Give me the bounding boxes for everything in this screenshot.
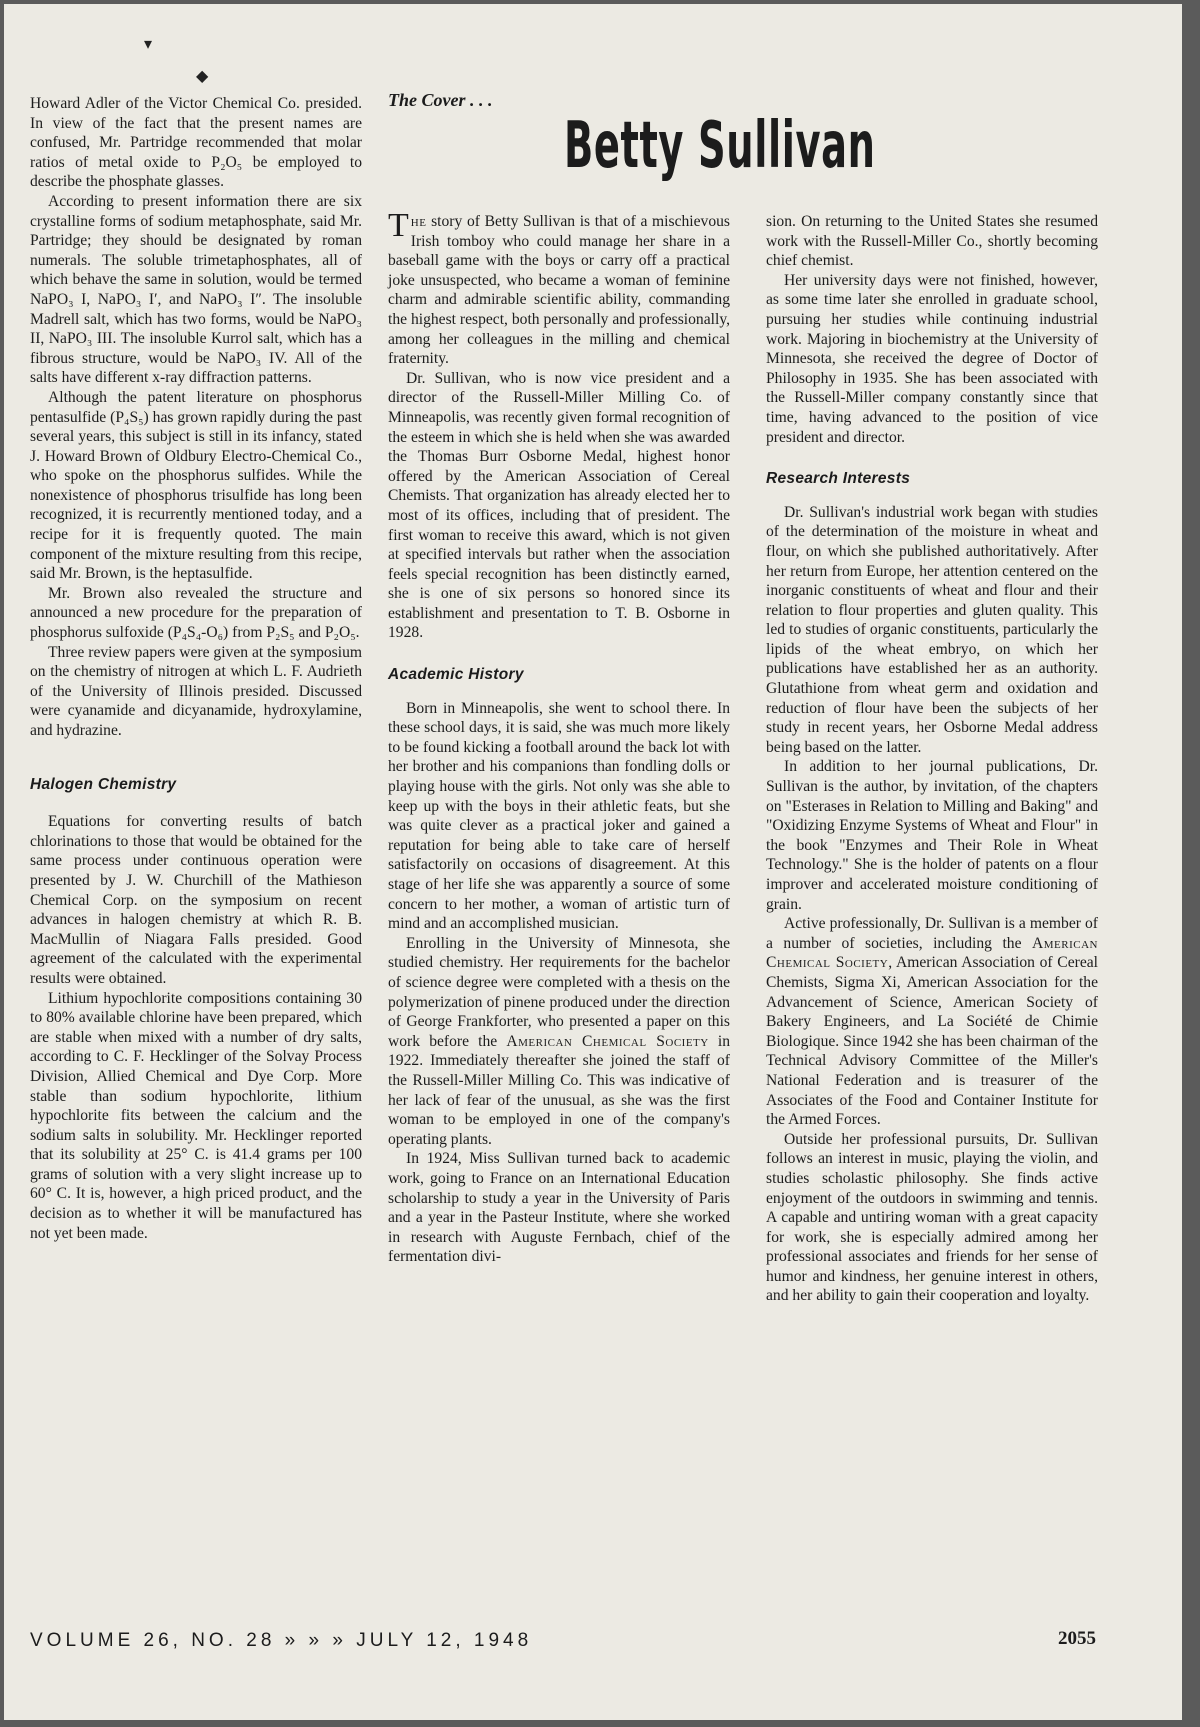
paragraph: Her university days were not finished, however, as some time later she enrolled in graduate school, pursuing her studies while continuing industrial work. Majoring in biochemistry at the University of Minnesota, she received the degree of Doctor of Philosophy in 1935. She has been associated with the Russell-Miller company constantly since that time, having advanced to the position of vice president and director. <box>766 271 1098 446</box>
paragraph-text: Active professionally, Dr. Sullivan is a member of a number of societies, including the <box>766 915 1098 952</box>
small-caps-text: American Chemical Society <box>766 934 1098 972</box>
paragraph <box>766 914 1098 1130</box>
stray-mark: ◆ <box>196 68 209 85</box>
column-left <box>30 94 362 1243</box>
section-heading: Research Interests <box>766 470 911 488</box>
paragraph-text: Enrolling in the University of Minnesota, she studied chemistry. Her requirements for the bachelor of science degree were completed with a thesis on the polymerization of pinene produced under the direction of George Frankforter, who presented a paper on this work before the <box>388 934 730 1050</box>
paragraph: sion. On returning to the United States she resumed work with the Russell-Miller Co., shortly becoming chief chemist. <box>766 213 1098 270</box>
section-heading: Halogen Chemistry <box>30 775 177 793</box>
cover-label: The Cover . . . <box>388 90 493 110</box>
section-heading: Academic History <box>388 666 524 684</box>
paragraph: Equations for converting results of batch chlorinations to those that would be obtained for the same process under continuous operation were presented by J. W. Churchill of the Mathieson Chemical Corp. on the symposium on recent advances in halogen chemistry at which R. B. MacMullin of Niagara Falls presided. Good agreement of the calculated with the experimental results were obtained. <box>30 813 362 987</box>
paragraph: Born in Minneapolis, she went to school there. In these school days, it is said, she was much more likely to be found kicking a football around the back lot with her brother and his companions than fondling dolls or playing house with the girls. Not only was she able to keep up with the boys in their athletic feats, but she was quite clever as a practical joker and gained a reputation for being able to take care of herself satisfactorily on occasions of disagreement. At this stage of her life she was apparently a source of some concern to her mother, a woman of artistic turn of mind and an accomplished musician. <box>388 699 730 933</box>
column-right <box>766 212 1098 1306</box>
drop-cap: T <box>388 207 409 244</box>
paragraph: Dr. Sullivan, who is now vice president and a director of the Russell-Miller Milling Co. of Minneapolis, was recently given formal recognition of the esteem in which she is held when she was awarded the Thomas Burr Osborne Medal, highest honor offered by the American Association of Cereal Chemists. That organization has already elected her to most of its offices, including that of president. The first woman to receive this award, which is not given at specified intervals but rather when the association feels special recognition has been distinctly earned, she is one of six persons so honored since its establishment and presentation to T. B. Osborne in 1928. <box>388 369 730 642</box>
page-title: Betty Sullivan <box>564 109 876 183</box>
issue-line: VOLUME 26, NO. 28 » » » JULY 12, 1948 <box>30 1630 533 1651</box>
paragraph: According to present information there are six crystalline forms of sodium metaphosphate, said Mr. Partridge; they should be designated by roman numerals. The soluble trimetaphosphates, all of which behave the same in solution, would be termed NaPO₃ I, NaPO₃ I′, and NaPO₃ I″. The insoluble Madrell salt, which has two forms, would be NaPO₃ II, NaPO₃ III. The insoluble Kurrol salt, which has a fibrous structure, would be NaPO₃ IV. All of the salts have different x-ray diffraction patterns. <box>30 192 362 387</box>
paragraph: Three review papers were given at the symposium on the chemistry of nitrogen at which L. F. Audrieth of the University of Illinois presided. Discussed were cyanamide and dicyanamide, hydroxylamine, and hydrazine. <box>30 643 362 739</box>
small-caps-text: he <box>410 213 427 230</box>
paragraph <box>388 207 730 369</box>
paragraph-text: story of Betty Sullivan is that of a mischievous Irish tomboy who could manage her share in a baseball game with the boys or carry off a practical joke unsuspected, who became a woman of feminine charm and admirable scientific ability, commanding the highest respect, both personally and professionally, among her colleagues in the milling and chemical fraternity. <box>388 213 730 368</box>
paragraph: Lithium hypochlorite compositions containing 30 to 80% available chlorine have been prepared, which are stable when mixed with a number of dry salts, according to C. F. Hecklinger of the Solvay Process Division, Allied Chemical and Dye Corp. More stable than sodium hypochlorite, lithium hypochlorite fits between the calcium and the sodium salts in solubility. Mr. Hecklinger reported that its solubility at 25° C. is 41.4 grams per 100 grams of solution with a very slight increase up to 60° C. It is, however, a high priced product, and the decision as to whether it will be manufactured has not yet been made. <box>30 989 362 1242</box>
magazine-page <box>4 4 1182 1720</box>
paragraph: Outside her professional pursuits, Dr. Sullivan follows an interest in music, playing the violin, and studies scholastic philosophy. She finds active enjoyment of the outdoors in swimming and tennis. A capable and untiring woman with a great capacity for work, she is especially admired among her professional associates and friends for her sense of humor and kindness, her genuine interest in others, and her ability to gain their cooperation and loyalty. <box>766 1130 1098 1305</box>
paragraph: Dr. Sullivan's industrial work began with studies of the determination of the moisture in wheat and flour, on which she published authoritatively. After her return from Europe, her attention centered on the inorganic constituents of wheat and flour and their relation to flour properties and gluten quality. This led to studies of organic constituents, particularly the lipids of the wheat embryo, on which her publications have established her as an authority. Glutathione from wheat germ and oxidation and reduction of flour have been the subjects of her study in recent years, her Osborne Medal address being based on the latter. <box>766 503 1098 756</box>
paragraph: Although the patent literature on phosphorus pentasulfide (P₄S₅) has grown rapidly during the past several years, this subject is still in its infancy, stated J. Howard Brown of Oldbury Electro-Chemical Co., who spoke on the phosphorus sulfides. While the nonexistence of phosphorus trisulfide has long been recognized, it is recurrently mentioned today, and a recipe for it is frequently quoted. The main component of the mixture resulting from this recipe, said Mr. Brown, is the heptasulfide. <box>30 388 362 583</box>
small-caps-text: American Chemical Society <box>506 1032 709 1050</box>
paragraph: In addition to her journal publications, Dr. Sullivan is the author, by invitation, of the chapters on "Esterases in Relation to Milling and Baking" and "Oxidizing Enzyme Systems of Wheat and Flour" in the book "Enzymes and Their Role in Wheat Technology." She is the holder of patents on a flour improver and accelerated moisture conditioning of grain. <box>766 758 1098 913</box>
paragraph: Mr. Brown also revealed the structure and announced a new procedure for the preparation of phosphorus sulfoxide (P₄S₄-O₆) from P₂S₅ and P₂O₅. <box>30 584 362 642</box>
paragraph: Howard Adler of the Victor Chemical Co. presided. In view of the fact that the present names are confused, Mr. Partridge recommended that molar ratios of metal oxide to P₂O₅ be employed to describe the phosphate glasses. <box>30 95 362 191</box>
paragraph: In 1924, Miss Sullivan turned back to academic work, going to France on an International Education scholarship to study a year in the University of Paris and a year in the Pasteur Institute, where she worked in research with Auguste Fernbach, chief of the fermentation divi- <box>388 1150 730 1266</box>
column-middle <box>388 207 730 1267</box>
page-number: 2055 <box>1058 1628 1096 1649</box>
paragraph-text: , American Association of Cereal Chemists, Sigma Xi, American Association for the Advancement of Science, American Society of Bakery Engineers, and La Société de Chimie Biologique. Since 1942 she has been chairman of the Technical Advisory Committee of the Miller's National Federation and is treasurer of the Associates of the Food and Container Institute for the Armed Forces. <box>766 954 1098 1129</box>
stray-mark: ▾ <box>144 36 153 53</box>
paragraph <box>388 934 730 1150</box>
paragraph-text: in 1922. Immediately thereafter she joined the staff of the Russell-Miller Milling Co. This was indicative of her lack of fear of the unusual, as she was the first woman to be employed in one of the company's operating plants. <box>388 1032 730 1148</box>
